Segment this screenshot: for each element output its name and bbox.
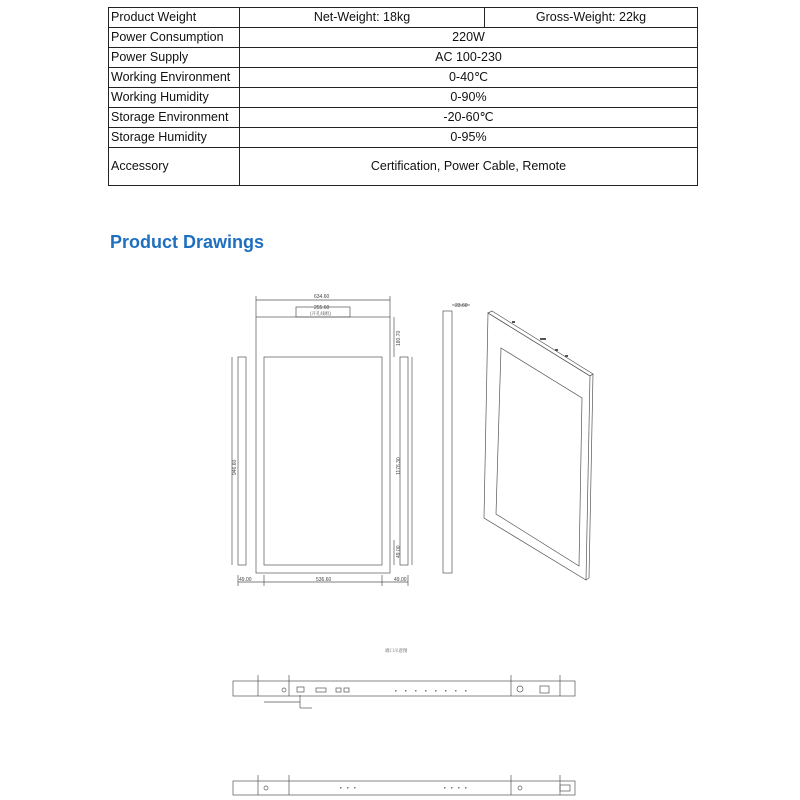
strip-dots bbox=[395, 690, 467, 692]
row-label: Product Weight bbox=[109, 8, 240, 28]
dim-right-height: 1176.30 bbox=[396, 457, 402, 475]
side-view bbox=[443, 305, 470, 573]
row-label: Working Environment bbox=[109, 68, 240, 88]
row-label: Power Consumption bbox=[109, 28, 240, 48]
speaker-dots bbox=[340, 787, 467, 789]
net-weight: Net-Weight: 18kg bbox=[240, 8, 485, 28]
dim-top-height: 180.70 bbox=[396, 330, 402, 346]
row-value: 0-40℃ bbox=[240, 68, 698, 88]
dim-left-height: 946.60 bbox=[232, 459, 238, 475]
ports-caption: 端口示意图 bbox=[385, 648, 408, 653]
strip-outline bbox=[233, 681, 575, 696]
row-value: -20-60℃ bbox=[240, 108, 698, 128]
row-value: Certification, Power Cable, Remote bbox=[240, 148, 698, 186]
gross-weight: Gross-Weight: 22kg bbox=[485, 8, 698, 28]
row-value: 220W bbox=[240, 28, 698, 48]
strip-outline bbox=[233, 781, 575, 795]
row-label: Storage Humidity bbox=[109, 128, 240, 148]
dim-bottom-margin: 49.00 bbox=[396, 545, 402, 558]
dim-inner-width: 255.60 bbox=[314, 305, 330, 311]
ports-strip-top bbox=[233, 675, 575, 708]
perspective-view bbox=[484, 311, 593, 580]
panel-port-marks bbox=[512, 321, 568, 357]
row-value: AC 100-230 bbox=[240, 48, 698, 68]
ports-strip-bottom bbox=[233, 775, 575, 795]
dim-depth: 23.60 bbox=[455, 303, 468, 309]
dim-top-width: 634.60 bbox=[314, 294, 330, 300]
row-label: Power Supply bbox=[109, 48, 240, 68]
section-title: Product Drawings bbox=[110, 232, 265, 252]
row-label: Storage Environment bbox=[109, 108, 240, 128]
left-edge-strip bbox=[238, 357, 246, 565]
row-value: 0-95% bbox=[240, 128, 698, 148]
panel-top-edge bbox=[488, 311, 593, 376]
dim-right-margin: 49.00 bbox=[394, 577, 407, 583]
cutout-label: (开孔线框) bbox=[310, 311, 331, 316]
front-view bbox=[232, 296, 412, 586]
side-outline bbox=[443, 311, 452, 573]
row-label: Working Humidity bbox=[109, 88, 240, 108]
dim-left-margin: 49.00 bbox=[239, 577, 252, 583]
front-outline bbox=[256, 317, 390, 573]
dim-bottom-width: 536.60 bbox=[316, 577, 332, 583]
row-value: 0-90% bbox=[240, 88, 698, 108]
screen-area bbox=[264, 357, 382, 565]
row-label: Accessory bbox=[109, 148, 240, 186]
